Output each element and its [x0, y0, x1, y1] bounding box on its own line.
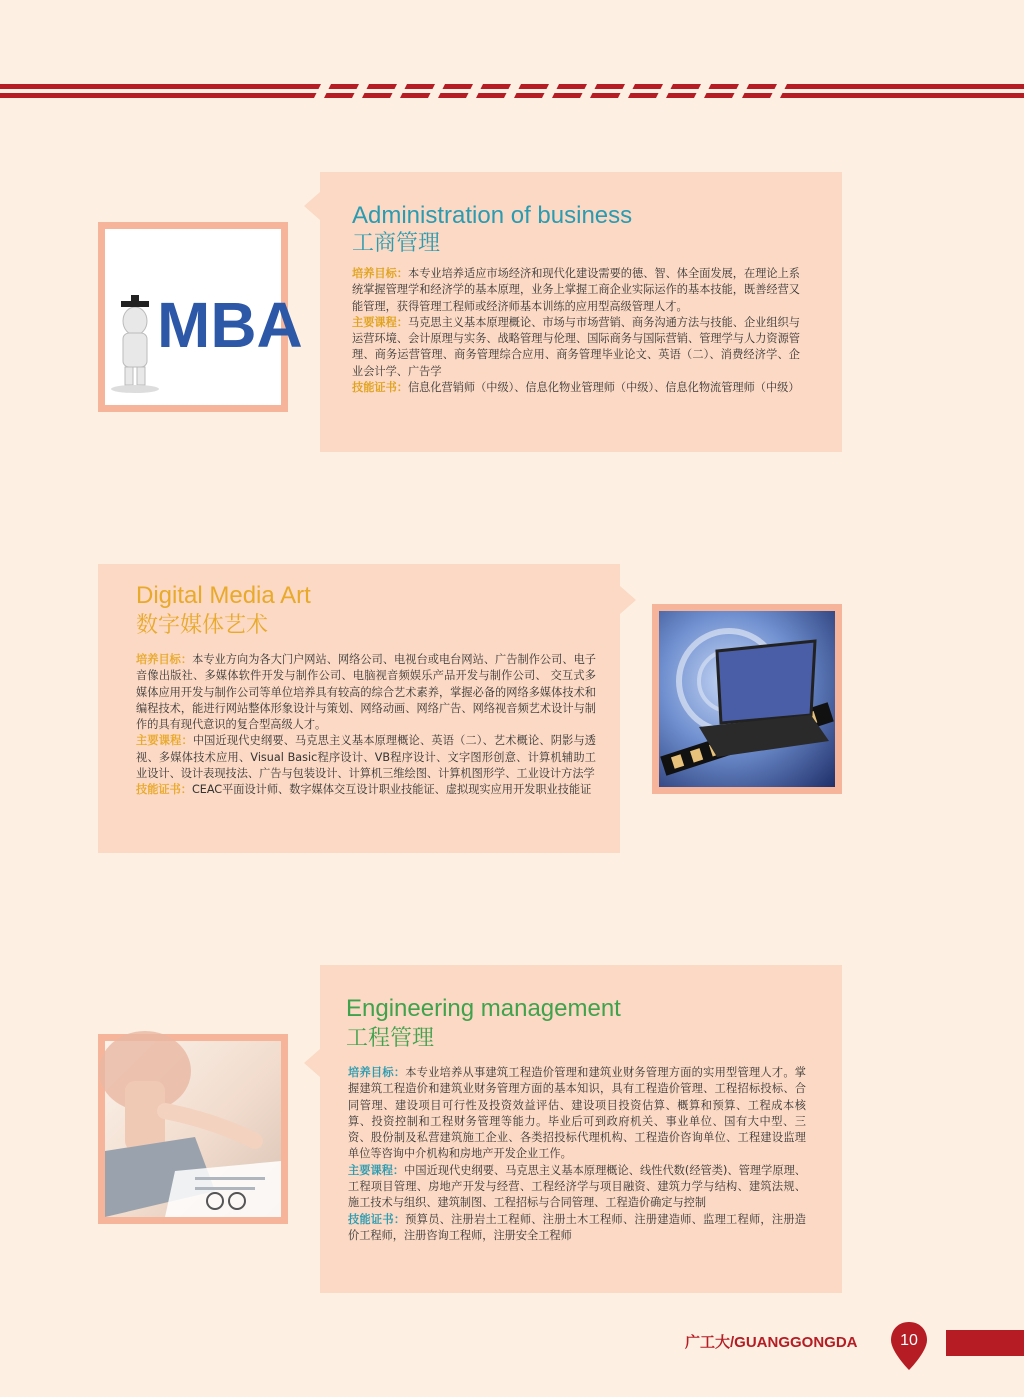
footer-brand: 广工大/GUANGGONGDA	[685, 1334, 858, 1351]
page-number-pin	[889, 1320, 929, 1372]
major-description	[352, 266, 800, 396]
courses-text: 中国近现代史纲要、马克思主义基本原理概论、英语（二）、艺术概论、阴影与透视、多媒体技术应用、Visual Basic程序设计、VB程序设计、文字图形创意、计算机辅助工业设计、设计表现技法、广告与包装设计、计算机三维绘图、计算机图形学、工业设计方法学	[136, 734, 596, 781]
courses-text: 中国近现代史纲要、马克思主义基本原理概论、线性代数(经管类)、管理学原理、工程项目管理、房地产开发与经营、工程经济学与项目融资、建筑力学与结构、建筑法规、施工技术与组织、建筑制图、工程招标与合同管理、工程造价确定与控制	[348, 1163, 806, 1210]
goal-label: 培养目标：	[136, 653, 193, 666]
courses-label: 主要课程：	[136, 734, 193, 748]
major-title-zh: 工程管理	[346, 1026, 435, 1051]
major-card-business	[320, 172, 842, 452]
goal-text: 本专业培养适应市场经济和现代化建设需要的德、智、体全面发展，在理论上系统掌握管理学和经济学的基本原理，业务上掌握工商企业实际运作的基本技能，既善经营又能管理，获得管理工程师或经济师基本训练的应用型高级管理人才。	[352, 267, 800, 313]
major-title-en: Engineering management	[346, 995, 621, 1022]
certs-label: 技能证书：	[348, 1212, 406, 1226]
major-card-digital-media	[98, 564, 620, 853]
stripe-gap	[502, 82, 522, 102]
courses-text: 马克思主义基本原理概论、市场与市场营销、商务沟通方法与技能、企业组织与运营环境、会计原理与实务、战略管理与伦理、国际商务与国际营销、管理学与人力资源管理、商务运营管理、商务管理综合应用、商务管理毕业论文、英语（二）、消费经济学、企业会计学、广告学	[352, 315, 800, 378]
courses-label: 主要课程：	[352, 315, 408, 329]
footer-bar	[946, 1330, 1024, 1356]
major-title-zh: 工商管理	[352, 231, 441, 256]
stripe-gap	[350, 82, 370, 102]
goal-label: 培养目标：	[348, 1066, 406, 1079]
major-description	[348, 1065, 806, 1244]
stripe-gap	[464, 82, 484, 102]
laptop-hand-icon	[105, 1041, 281, 1217]
stripe-gap	[768, 82, 788, 102]
header-stripes	[0, 82, 1024, 102]
stripe-gap	[426, 82, 446, 102]
goal-text: 本专业方向为各大门户网站、网络公司、电视台或电台网站、广告制作公司、电子音像出版社、多媒体软件开发与制作公司、电脑视音频娱乐产品开发与制作公司、 交互式多媒体应用开发与制作公司等单位培养具有较高的综合艺术素养，掌握必备的网络多媒体技术和编程技术，能进行网站整体形象设计与策划、网络动画、网络广告、网络视音频艺术设计与制作的具有现代意识的复合型高级人才。	[136, 653, 596, 732]
photo-digital-media	[652, 604, 842, 794]
card-pointer	[304, 192, 320, 220]
courses-label: 主要课程：	[348, 1163, 405, 1177]
stripe-gap	[654, 82, 674, 102]
stripe-gap	[692, 82, 712, 102]
goal-text: 本专业培养从事建筑工程造价管理和建筑业财务管理方面的实用型管理人才。掌握建筑工程造价和建筑业财务管理方面的基本知识，具有工程造价管理、工程招标投标、合同管理、建设项目可行性及投资效益评估、建设项目投资估算、概算和预算、工程成本核算、投资控制和工程财务管理等能力。毕业后可到政府机关、事业单位、国有大中型、三资、股份制及私营建筑施工企业、各类招投标代理机构、工程造价咨询单位、工程建设监理单位等咨询中介机构和房地产开发企业工作。	[348, 1066, 806, 1161]
certs-label: 技能证书：	[136, 783, 192, 797]
stripe-gap	[540, 82, 560, 102]
stripe-gap	[578, 82, 598, 102]
card-pointer	[620, 586, 636, 614]
page-number: 10	[900, 1332, 918, 1349]
major-description	[136, 652, 596, 799]
stripe-gap	[730, 82, 750, 102]
certs-text: 信息化营销师（中级）、信息化物业管理师（中级）、信息化物流管理师（中级）	[407, 381, 800, 395]
certs-text: 预算员、注册岩土工程师、注册土木工程师、注册建造师、监理工程师，注册造价工程师，注册咨询工程师，注册安全工程师	[348, 1212, 806, 1242]
stripe-gap	[388, 82, 408, 102]
major-title-en: Administration of business	[352, 202, 633, 229]
photo-engineering	[98, 1034, 288, 1224]
laptop-film-icon	[659, 611, 835, 787]
mba-text: MBA	[157, 289, 303, 361]
major-title-zh: 数字媒体艺术	[136, 613, 269, 638]
stripe-dashes	[0, 82, 1024, 102]
stripe-gap	[616, 82, 636, 102]
graduate-figure-icon	[105, 229, 303, 405]
certs-text: CEAC平面设计师、数字媒体交互设计职业技能证、虚拟现实应用开发职业技能证	[191, 783, 592, 797]
certs-label: 技能证书：	[352, 381, 408, 395]
major-title-en: Digital Media Art	[136, 582, 311, 609]
stripe-gap	[312, 82, 332, 102]
card-pointer	[304, 1049, 320, 1077]
goal-label: 培养目标：	[352, 267, 408, 280]
major-card-engineering	[320, 965, 842, 1293]
photo-mba	[98, 222, 303, 412]
